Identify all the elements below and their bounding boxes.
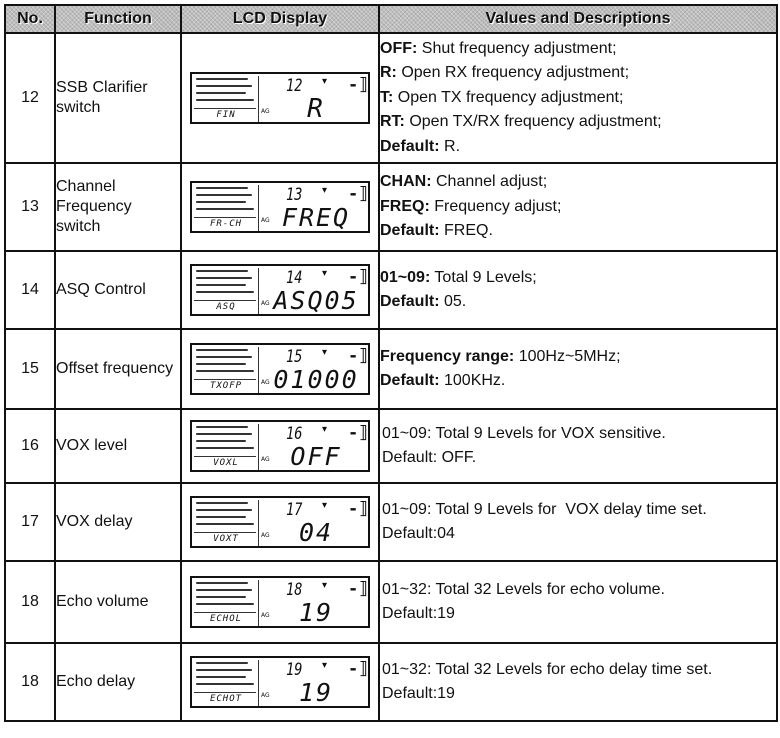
description-line: FREQ: Frequency adjust; <box>380 197 562 215</box>
lcd-display <box>181 643 379 721</box>
lcd-mode-icon: ▾ <box>322 660 328 671</box>
description-line: R: Open RX frequency adjustment; <box>380 64 630 82</box>
description-line: Default:19 <box>382 605 455 622</box>
row-description <box>379 561 777 643</box>
description-line: RT: Open TX/RX frequency adjustment; <box>380 113 662 131</box>
ag-indicator-icon: AG <box>261 532 270 539</box>
header-no: No. <box>5 5 55 33</box>
ag-indicator-icon: AG <box>261 379 270 386</box>
row-number: 18 <box>5 561 55 643</box>
lcd-value: 19 <box>298 598 334 627</box>
lcd-antenna-icon: -⟧ <box>348 75 369 95</box>
table-row <box>5 561 777 643</box>
row-number: 12 <box>5 33 55 163</box>
signal-bars-icon <box>196 187 256 215</box>
lcd-antenna-icon: -⟧ <box>348 659 369 679</box>
lcd-mode-icon: ▾ <box>322 185 328 196</box>
description-line: 01~32: Total 32 Levels for echo delay time set. <box>382 661 713 678</box>
lcd-value: OFF <box>290 442 342 471</box>
lcd-menu-number: 15 <box>286 347 303 367</box>
description-line: Default:04 <box>382 525 455 542</box>
ag-indicator-icon: AG <box>261 456 270 463</box>
description-line: OFF: Shut frequency adjustment; <box>380 39 617 57</box>
row-number: 18 <box>5 643 55 721</box>
row-function: Offset frequency <box>55 329 181 409</box>
row-description <box>379 33 777 163</box>
ag-indicator-icon: AG <box>261 692 270 699</box>
lcd-panel <box>190 264 370 316</box>
lcd-value: ASQ05 <box>273 286 359 315</box>
lcd-label: VOXL <box>213 458 239 468</box>
lcd-panel <box>190 181 370 233</box>
row-description <box>379 409 777 483</box>
ag-indicator-icon: AG <box>261 612 270 619</box>
signal-bars-icon <box>196 78 256 106</box>
table-row <box>5 483 777 561</box>
row-number: 16 <box>5 409 55 483</box>
row-description <box>379 251 777 329</box>
lcd-label: TXOFP <box>209 381 243 391</box>
lcd-mode-icon: ▾ <box>322 500 328 511</box>
description-line: 01~32: Total 32 Levels for echo volume. <box>382 581 665 598</box>
row-description <box>379 483 777 561</box>
row-function: Echo volume <box>55 561 181 643</box>
signal-bars-icon <box>196 662 256 690</box>
lcd-value: 04 <box>298 518 334 547</box>
lcd-label: FR-CH <box>209 219 243 229</box>
lcd-antenna-icon: -⟧ <box>348 346 369 366</box>
lcd-antenna-icon: -⟧ <box>348 267 369 287</box>
lcd-display <box>181 251 379 329</box>
description-line: Default: OFF. <box>382 449 477 466</box>
row-description <box>379 329 777 409</box>
lcd-panel <box>190 656 370 708</box>
lcd-label: ECHOL <box>209 614 243 624</box>
lcd-label: ASQ <box>216 302 236 312</box>
ag-indicator-icon: AG <box>261 108 270 115</box>
lcd-label: ECHOT <box>209 694 243 704</box>
lcd-value: FREQ <box>281 203 351 232</box>
table-row <box>5 643 777 721</box>
signal-bars-icon <box>196 582 256 610</box>
lcd-panel <box>190 496 370 548</box>
table-row <box>5 163 777 251</box>
lcd-mode-icon: ▾ <box>322 424 328 435</box>
header-lcd-display: LCD Display <box>181 5 379 33</box>
lcd-label: FIN <box>216 110 236 120</box>
row-number: 15 <box>5 329 55 409</box>
lcd-mode-icon: ▾ <box>322 268 328 279</box>
lcd-panel <box>190 343 370 395</box>
table-row <box>5 251 777 329</box>
lcd-antenna-icon: -⟧ <box>348 579 369 599</box>
lcd-value: 19 <box>298 678 334 707</box>
table-row <box>5 33 777 163</box>
lcd-menu-number: 18 <box>286 580 303 600</box>
description-line: Default: FREQ. <box>380 222 493 240</box>
lcd-mode-icon: ▾ <box>322 580 328 591</box>
lcd-panel <box>190 576 370 628</box>
description-line: Default:19 <box>382 685 455 702</box>
header-values-descriptions: Values and Descriptions <box>379 5 777 33</box>
row-description <box>379 163 777 251</box>
lcd-mode-icon: ▾ <box>322 76 328 87</box>
description-line: CHAN: Channel adjust; <box>380 173 548 191</box>
header-row <box>5 5 777 33</box>
signal-bars-icon <box>196 502 256 530</box>
lcd-display <box>181 409 379 483</box>
lcd-menu-number: 16 <box>286 424 303 444</box>
signal-bars-icon <box>196 426 256 454</box>
signal-bars-icon <box>196 349 256 377</box>
row-function: VOX level <box>55 409 181 483</box>
lcd-antenna-icon: -⟧ <box>348 499 369 519</box>
table-row <box>5 409 777 483</box>
lcd-antenna-icon: -⟧ <box>348 423 369 443</box>
signal-bars-icon <box>196 270 256 298</box>
lcd-panel <box>190 72 370 124</box>
lcd-display <box>181 561 379 643</box>
description-line: Frequency range: 100Hz~5MHz; <box>380 347 621 365</box>
lcd-label: VOXT <box>213 534 239 544</box>
table-row <box>5 329 777 409</box>
lcd-menu-number: 13 <box>286 185 303 205</box>
description-line: T: Open TX frequency adjustment; <box>380 88 624 106</box>
description-line: Default: R. <box>380 137 461 155</box>
lcd-display <box>181 329 379 409</box>
description-line: 01~09: Total 9 Levels for VOX delay time set. <box>382 501 707 518</box>
row-function: Echo delay <box>55 643 181 721</box>
lcd-value: 01000 <box>273 365 359 394</box>
lcd-menu-number: 19 <box>286 660 303 680</box>
row-function: VOX delay <box>55 483 181 561</box>
lcd-mode-icon: ▾ <box>322 347 328 358</box>
lcd-menu-number: 14 <box>286 268 303 288</box>
lcd-menu-number: 17 <box>286 500 303 520</box>
description-line: 01~09: Total 9 Levels; <box>380 268 537 286</box>
description-line: Default: 05. <box>380 293 467 310</box>
row-description <box>379 643 777 721</box>
ag-indicator-icon: AG <box>261 300 270 307</box>
row-number: 17 <box>5 483 55 561</box>
row-function: ASQ Control <box>55 251 181 329</box>
lcd-value: R <box>307 94 325 124</box>
lcd-menu-number: 12 <box>286 76 303 96</box>
row-function: Channel Frequency switch <box>55 163 181 251</box>
ag-indicator-icon: AG <box>261 217 270 224</box>
lcd-display <box>181 33 379 163</box>
row-number: 14 <box>5 251 55 329</box>
description-line: Default: 100KHz. <box>380 372 506 389</box>
header-function: Function <box>55 5 181 33</box>
lcd-display <box>181 163 379 251</box>
description-line: 01~09: Total 9 Levels for VOX sensitive. <box>382 425 666 442</box>
settings-table <box>4 4 778 722</box>
lcd-panel <box>190 420 370 472</box>
row-function: SSB Clarifier switch <box>55 33 181 163</box>
lcd-display <box>181 483 379 561</box>
row-number: 13 <box>5 163 55 251</box>
lcd-antenna-icon: -⟧ <box>348 184 369 204</box>
